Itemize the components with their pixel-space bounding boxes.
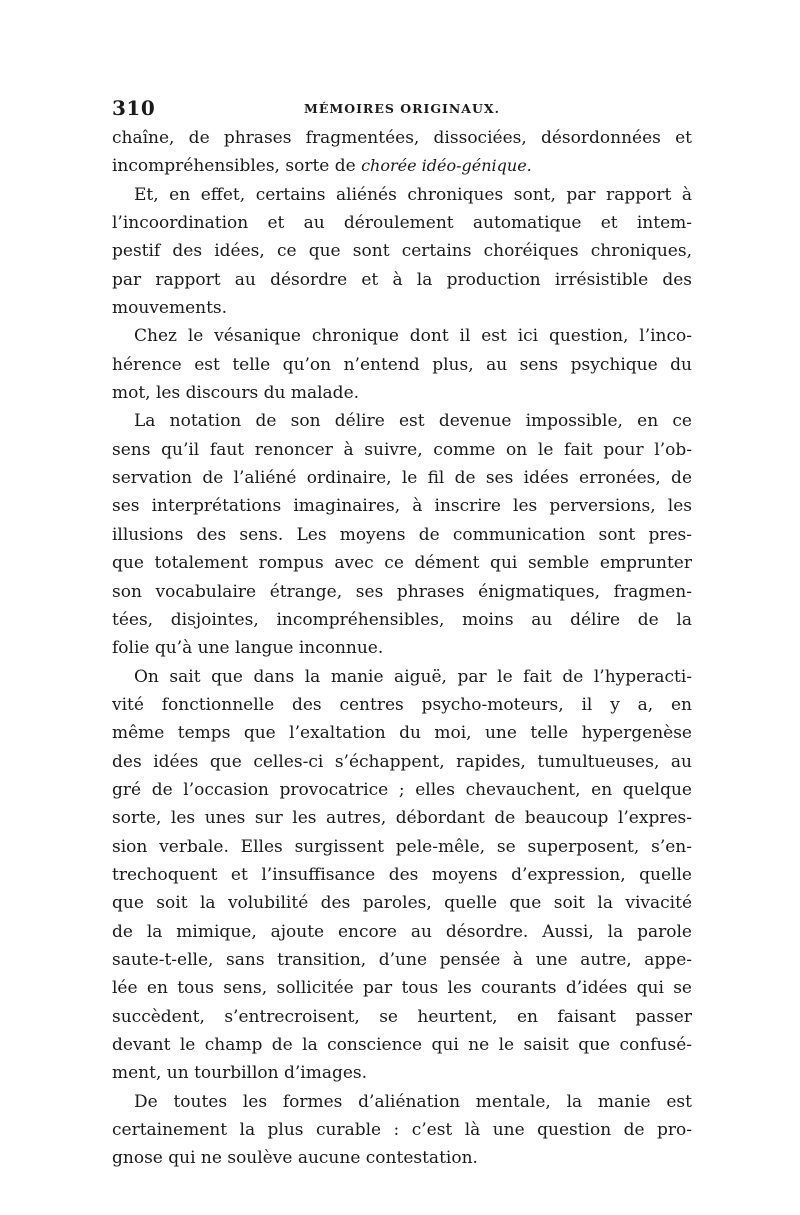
text-line: tées, disjointes, incompréhensibles, moins au délire de la: [112, 609, 692, 630]
text-line: sorte, les unes sur les autres, débordant de beaucoup l’expres-: [112, 808, 692, 829]
text-line: mot, les discours du malade.: [112, 383, 360, 404]
body-text: [112, 124, 692, 1173]
text-line: La notation de son délire est devenue impossible, en ce: [134, 411, 692, 432]
book-page: [112, 96, 692, 1173]
page-header: [112, 96, 692, 122]
text-line: pestif des idées, ce que sont certains choréiques chroniques,: [112, 241, 692, 262]
text-line: ses interprétations imaginaires, à inscrire les perversions, les: [112, 496, 692, 517]
text-line: On sait que dans la manie aiguë, par le fait de l’hyperacti-: [134, 666, 692, 687]
text-line: sion verbale. Elles surgissent pele-mêle, se superposent, s’en-: [112, 836, 692, 857]
text-line: son vocabulaire étrange, ses phrases énigmatiques, fragmen-: [112, 581, 692, 602]
italic-term: chorée idéo-génique.: [361, 156, 532, 176]
text-line: mouvements.: [112, 298, 228, 319]
text-line: devant le champ de la conscience qui ne le saisit que confusé-: [112, 1035, 692, 1055]
text-line: vité fonctionnelle des centres psycho-moteurs, il y a, en: [112, 694, 692, 715]
paragraph: [112, 124, 692, 181]
paragraph: [112, 407, 692, 662]
text-line: des idées que celles-ci s’échappent, rapides, tumultueuses, au: [112, 751, 692, 772]
text-line: saute-t-elle, sans transition, d’une pensée à une autre, appe-: [112, 949, 692, 970]
page-number: 310: [112, 96, 156, 120]
text-line: sens qu’il faut renoncer à suivre, comme on le fait pour l’ob-: [112, 439, 692, 460]
text-line: gré de l’occasion provocatrice ; elles chevauchent, en quelque: [112, 779, 692, 800]
paragraph: [112, 322, 692, 407]
paragraph: [112, 181, 692, 323]
paragraph: [112, 1088, 692, 1173]
text-line: Chez le vésanique chronique dont il est ici question, l’inco-: [134, 326, 692, 347]
text-line: par rapport au désordre et à la production irrésistible des: [112, 269, 692, 290]
text-line: Et, en effet, certains aliénés chroniques sont, par rapport à: [134, 184, 692, 205]
text-line: de la mimique, ajoute encore au désordre. Aussi, la parole: [112, 921, 692, 942]
text-line: [112, 152, 692, 180]
text-line: lée en tous sens, sollicitée par tous les courants d’idées qui se: [112, 978, 692, 999]
text-line: même temps que l’exaltation du moi, une telle hypergenèse: [112, 723, 692, 744]
text-line: trechoquent et l’insuffisance des moyens d’expression, quelle: [112, 864, 692, 885]
text-line: servation de l’aliéné ordinaire, le fil de ses idées erronées, de: [112, 468, 692, 489]
running-title: MÉMOIRES ORIGINAUX.: [304, 101, 500, 116]
text-line: gnose qui ne soulève aucune contestation.: [112, 1148, 478, 1169]
text-line: De toutes les formes d’aliénation mentale, la manie est: [134, 1091, 692, 1112]
text-line: illusions des sens. Les moyens de communication sont pres-: [112, 524, 692, 545]
text-line: hérence est telle qu’on n’entend plus, au sens psychique du: [112, 354, 692, 375]
text-line: l’incoordination et au déroulement automatique et intem-: [112, 213, 692, 234]
text-line: succèdent, s’entrecroisent, se heurtent, en faisant passer: [112, 1006, 692, 1027]
text-line: que soit la volubilité des paroles, quelle que soit la vivacité: [112, 893, 692, 914]
text-line: que totalement rompus avec ce dément qui semble emprunter: [112, 553, 692, 574]
text-line: certainement la plus curable : c’est là une question de pro-: [112, 1120, 692, 1141]
text-line: folie qu’à une langue inconnue.: [112, 638, 384, 659]
text-span: incompréhensibles, sorte de: [112, 156, 362, 177]
paragraph: [112, 663, 692, 1088]
text-line: chaîne, de phrases fragmentées, dissociées, désordonnées et: [112, 128, 692, 148]
text-line: ment, un tourbillon d’images.: [112, 1063, 368, 1084]
